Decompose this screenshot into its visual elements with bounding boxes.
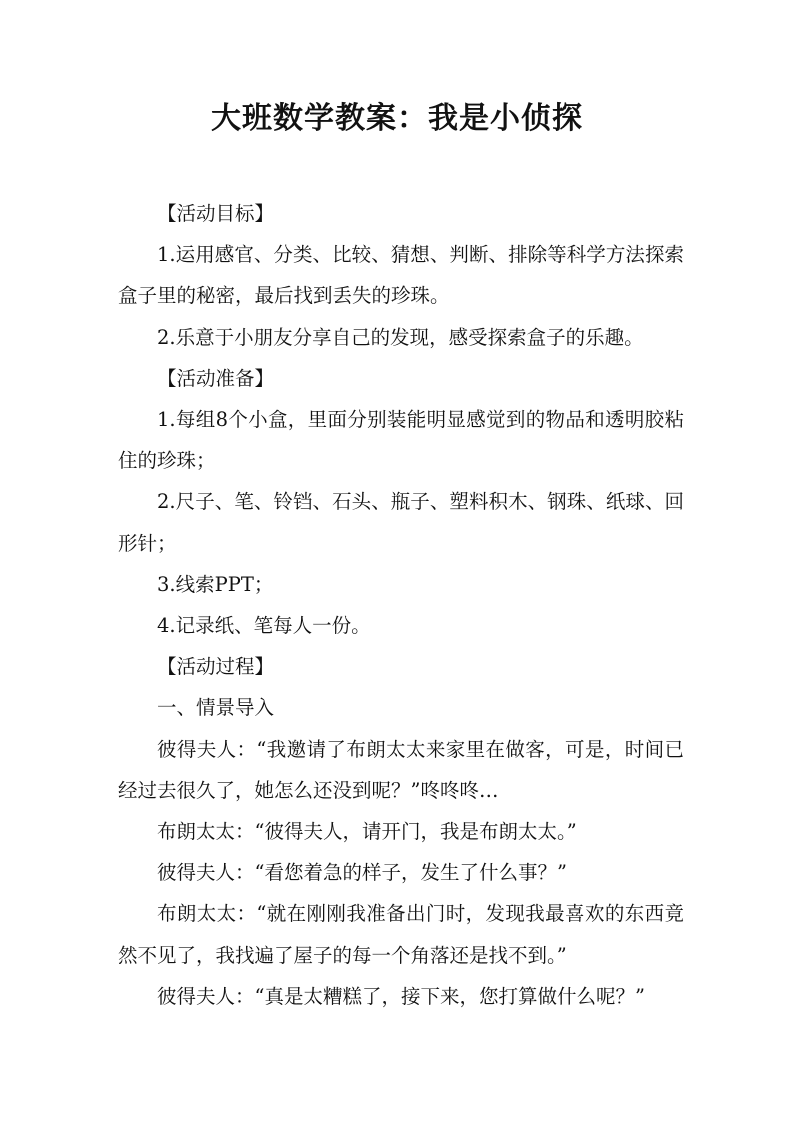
dialogue-line-3: 彼得夫人：“看您着急的样子，发生了什么事？” — [157, 861, 567, 885]
paragraph-goal-1: 1.运用感官、分类、比较、猜想、判断、排除等科学方法探索盒子里的秘密，最后找到丢失的珍珠。 — [118, 243, 684, 308]
paragraph-prep-1: 1.每组8个小盒，里面分别装能明显感觉到的物品和透明胶粘住的珍珠； — [118, 408, 684, 473]
paragraph-prep-2: 2.尺子、笔、铃铛、石头、瓶子、塑料积木、钢珠、纸球、回形针； — [118, 490, 684, 555]
dialogue-line-4: 布朗太太：“就在刚刚我准备出门时，发现我最喜欢的东西竟然不见了，我找遍了屋子的每一个角落还是找不到。” — [118, 902, 684, 967]
paragraph-goal-2: 2.乐意于小朋友分享自己的发现，感受探索盒子的乐趣。 — [157, 325, 644, 349]
paragraph-process-intro: 一、情景导入 — [157, 696, 275, 720]
document-title: 大班数学教案：我是小侦探 — [211, 101, 583, 136]
dialogue-line-5: 彼得夫人：“真是太糟糕了，接下来，您打算做什么呢？” — [157, 984, 645, 1008]
section-heading-process: 【活动过程】 — [157, 655, 275, 679]
paragraph-prep-3: 3.线索PPT； — [157, 572, 274, 596]
section-heading-goals: 【活动目标】 — [157, 202, 275, 225]
dialogue-line-2: 布朗太太：“彼得夫人，请开门，我是布朗太太。” — [157, 820, 577, 844]
dialogue-line-1: 彼得夫人：“我邀请了布朗太太来家里在做客，可是，时间已经过去很久了，她怎么还没到呢？”咚咚咚… — [118, 737, 684, 802]
document-body — [118, 193, 684, 1017]
paragraph-prep-4: 4.记录纸、笔每人一份。 — [157, 614, 371, 638]
section-heading-preparation: 【活动准备】 — [157, 366, 275, 390]
